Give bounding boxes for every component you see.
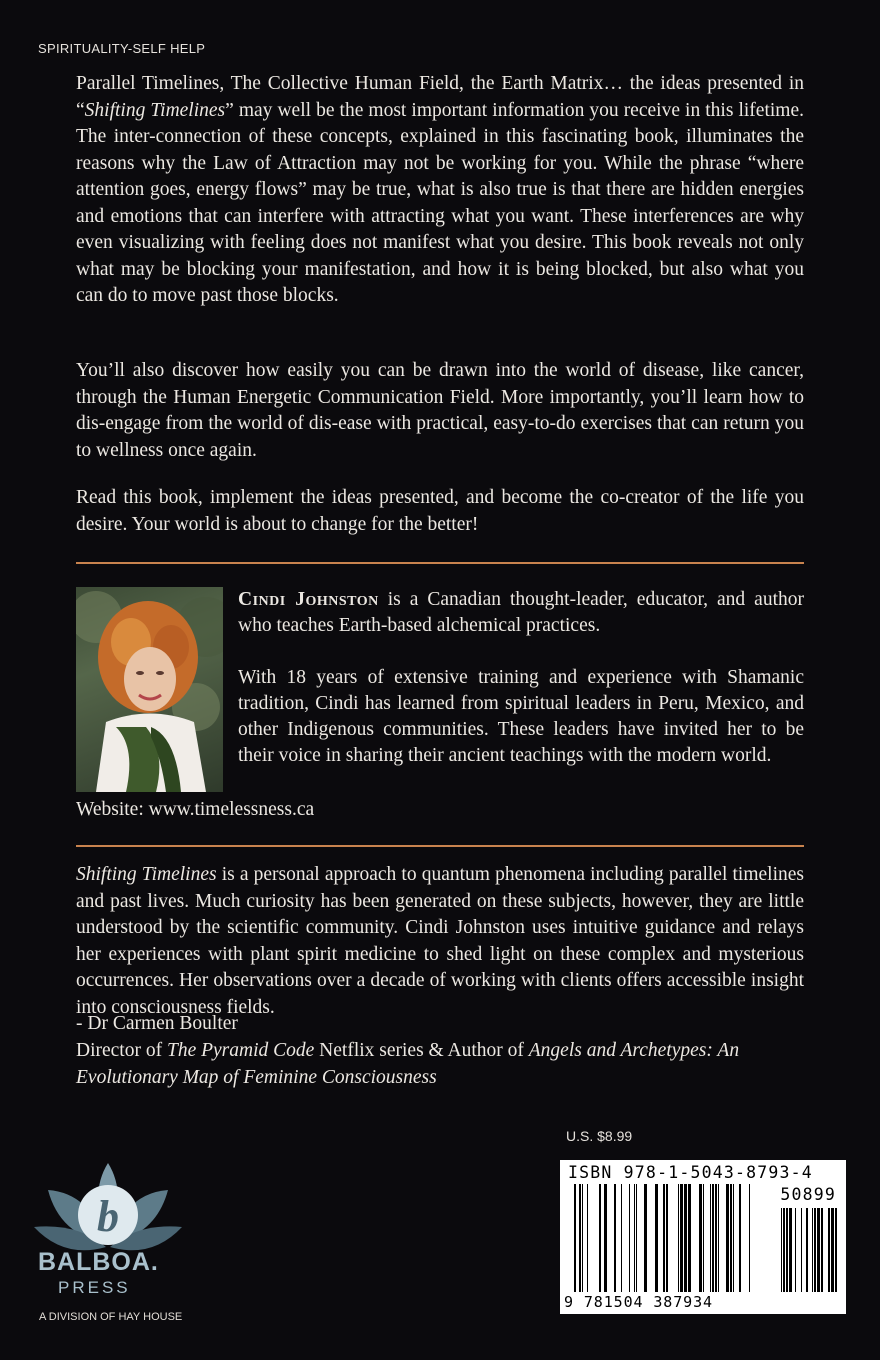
reviewer-name: - Dr Carmen Boulter [76, 1013, 238, 1034]
author-bio-2: With 18 years of extensive training and experience with Shamanic tradition, Cindi has learned from spiritual leaders in Peru, Mexico, and other Indigenous communities. These leaders have invited her to be their voice in sharing their ancient teachings with the modern world. [238, 667, 804, 766]
review-book-title: Shifting Timelines [76, 864, 217, 885]
genre-label: SPIRITUALITY-SELF HELP [38, 41, 206, 56]
isbn-barcode [560, 1160, 846, 1314]
blurb-paragraph-1: Parallel Timelines, The Collective Human Field, the Earth Matrix… the ideas presented in “Shifting Timelines” may well be the most important information you receive in this lifetime. The inter-connection of these concepts, explained in this fascinating book, illuminates the reasons why the Law of Attraction may not be working for you. While the phrase “where attention goes, energy flows” may be true, what is also true is that there are hidden energies and emotions that can interfere with attracting what you want. These interferences are why even visualizing with feeling does not manifest what you desire. This book reveals not only what may be blocking your manifestation, and how it is being blocked, but also what you can do to move past those blocks. [76, 73, 804, 306]
logo-letter: b [97, 1192, 119, 1241]
book-title: Shifting Timelines [84, 99, 226, 121]
author-photo [76, 587, 223, 792]
blurb-paragraph-2: You’ll also discover how easily you can be drawn into the world of disease, like cancer, through the Human Energetic Communication Field. More importantly, you’ll learn how to dis-engage from the world of dis-ease with practical, easy-to-do exercises that can return you to wellness once again. [76, 360, 804, 461]
barcode-bars [560, 1160, 846, 1314]
isbn-number: ISBN 978-1-5043-8793-4 [568, 1163, 813, 1182]
author-name: Cindi Johnston [238, 589, 379, 610]
review-text: Shifting Timelines is a personal approach to quantum phenomena including parallel timelines and past lives. Much curiosity has been generated on these subjects, however, they are little understood by the scientific community. Cindi Johnston uses intuitive guidance and relays her experiences with plant spirit medicine to shed light on these complex and mysterious occurrences. Her observations over a decade of working with clients offers accessible insight into consciousness fields. [76, 864, 804, 1018]
price-label: U.S. $8.99 [566, 1128, 633, 1144]
publisher-sub: PRESS [58, 1278, 131, 1297]
author-website: Website: www.timelessness.ca [76, 799, 315, 820]
divider-top [76, 562, 804, 564]
divider-bottom [76, 845, 804, 847]
reviewer-role: Director of The Pyramid Code Netflix series & Author of Angels and Archetypes: An Evolutionary Map of Feminine Consciousness [76, 1040, 740, 1088]
barcode-digits: 9 781504 387934 [564, 1293, 713, 1311]
publisher-division: A DIVISION OF HAY HOUSE [39, 1311, 183, 1323]
balboa-lotus-logo [28, 1155, 188, 1330]
blurb-paragraph-3: Read this book, implement the ideas presented, and become the co-creator of the life you desire. Your world is about to change for the better! [76, 487, 804, 535]
author-bio-1: Cindi Johnston is a Canadian thought-leader, educator, and author who teaches Earth-based alchemical practices. [238, 589, 804, 636]
price-code: 50899 [780, 1185, 836, 1204]
review-attribution [76, 1010, 804, 1091]
publisher-name: BALBOA. [38, 1248, 159, 1276]
